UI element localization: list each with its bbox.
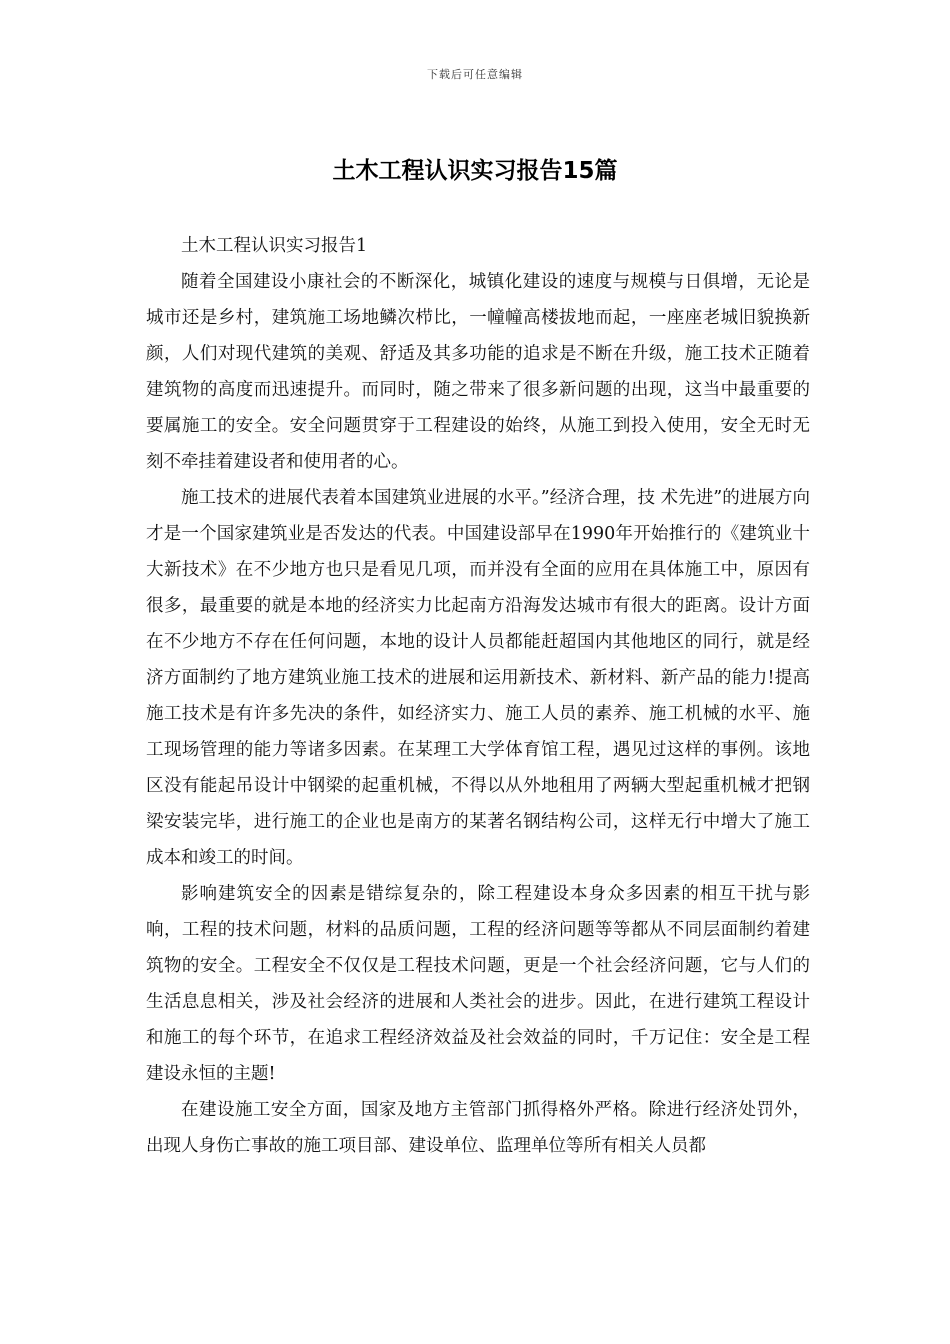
paragraph-2: 施工技术的进展代表着本国建筑业进展的水平。”经济合理，技 术先进”的进展方向才是一个国家建筑业是否发达的代表。中国建设部早在1990年开始推行的《建筑业十大新技术》在不少地方也只是看见几项，而并没有全面的应用在具体施工中，原因有很多，最重要的就是本地的经济实力比起南方沿海发达城市有很大的距离。设计方面在不少地方不存在任何问题，本地的设计人员都能赶超国内其他地区的同行，就是经济方面制约了地方建筑业施工技术的进展和运用新技术、新材料、新产品的能力!提高施工技术是有许多先决的条件，如经济实力、施工人员的素养、施工机械的水平、施工现场管理的能力等诸多因素。在某理工大学体育馆工程，遇见过这样的事例。该地区没有能起吊设计中钢梁的起重机械，不得以从外地租用了两辆大型起重机械才把钢梁安装完毕，进行施工的企业也是南方的某著名钢结构公司，这样无行中增大了施工成本和竣工的时间。	[146, 488, 810, 868]
document-body	[146, 228, 810, 1164]
paragraph-1: 随着全国建设小康社会的不断深化，城镇化建设的速度与规模与日俱增，无论是城市还是乡村，建筑施工场地鳞次栉比，一幢幢高楼拔地而起，一座座老城旧貌换新颜，人们对现代建筑的美观、舒适及其多功能的追求是不断在升级，施工技术正随着建筑物的高度而迅速提升。而同时，随之带来了很多新问题的出现，这当中最重要的要属施工的安全。安全问题贯穿于工程建设的始终，从施工到投入使用，安全无时无刻不牵挂着建设者和使用者的心。	[146, 272, 810, 472]
section-heading: 土木工程认识实习报告1	[181, 236, 368, 256]
paragraph-4: 在建设施工安全方面，国家及地方主管部门抓得格外严格。除进行经济处罚外，出现人身伤亡事故的施工项目部、建设单位、监理单位等所有相关人员都	[146, 1100, 810, 1156]
document-title: 土木工程认识实习报告15篇	[332, 158, 618, 184]
page-header-note: 下载后可任意编辑	[427, 68, 523, 81]
paragraph-3: 影响建筑安全的因素是错综复杂的，除工程建设本身众多因素的相互干扰与影响，工程的技术问题，材料的品质问题，工程的经济问题等等都从不同层面制约着建筑物的安全。工程安全不仅仅是工程技术问题，更是一个社会经济问题，它与人们的生活息息相关，涉及社会经济的进展和人类社会的进步。因此，在进行建筑工程设计和施工的每个环节，在追求工程经济效益及社会效益的同时，千万记住：安全是工程建设永恒的主题!	[146, 884, 810, 1084]
